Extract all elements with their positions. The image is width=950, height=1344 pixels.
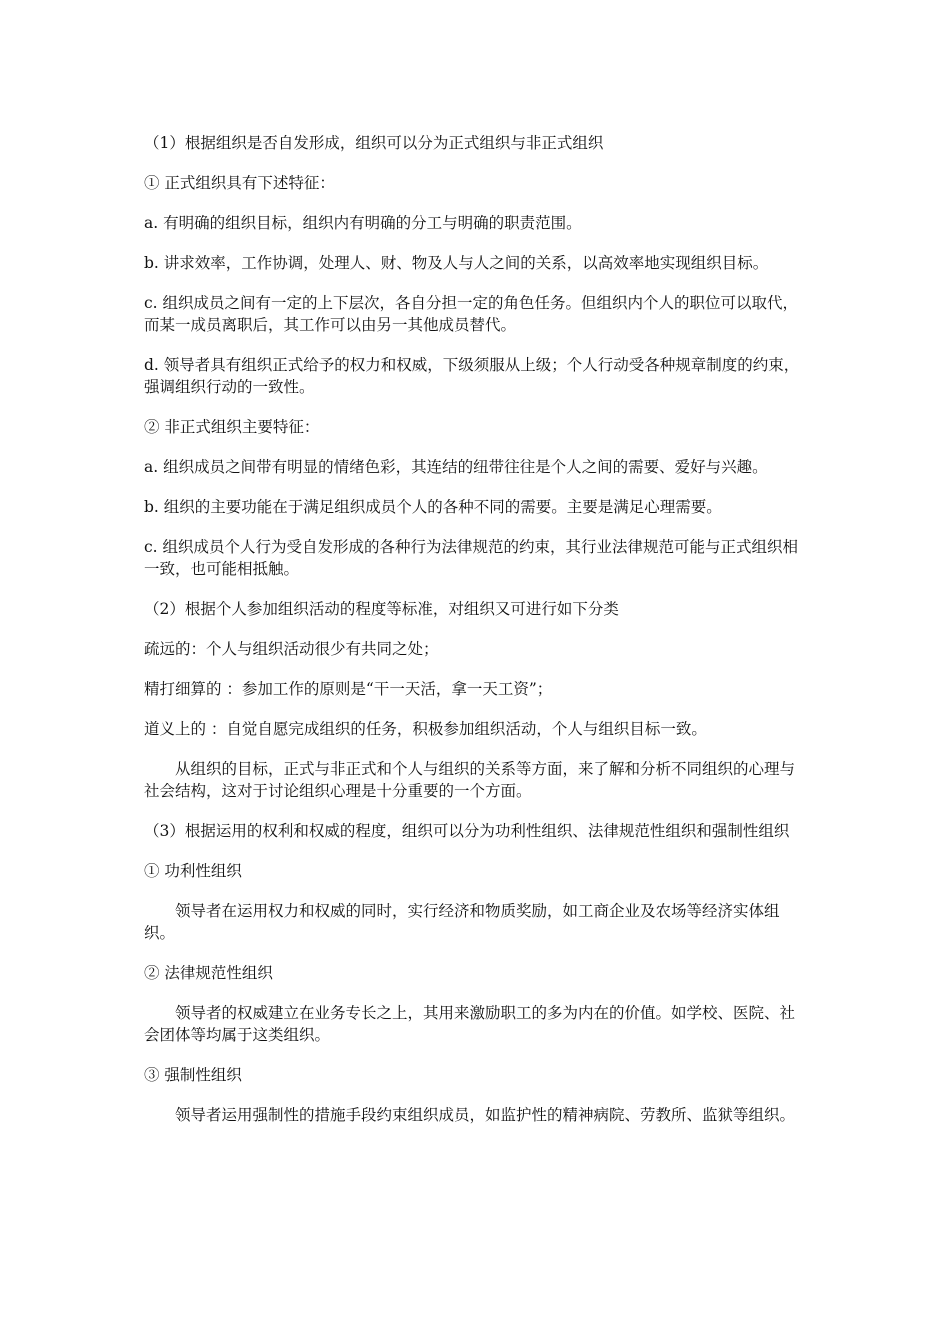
paragraph-calculative: 精打细算的 ：参加工作的原则是“干一天活，拿一天工资”；: [144, 680, 553, 698]
paragraph-subheading-normative: ② 法律规范性组织: [144, 964, 273, 982]
paragraph-formal-c: c. 组织成员之间有一定的上下层次，各自分担一定的角色任务。但组织内个人的职位可以取代，而某一成员离职后，其工作可以由另一其他成员替代。: [144, 294, 799, 334]
paragraph-subheading-formal: ① 正式组织具有下述特征：: [144, 174, 335, 192]
paragraph-coercive-body: 领导者运用强制性的措施手段约束组织成员，如监护性的精神病院、劳教所、监狱等组织。: [175, 1106, 796, 1124]
paragraph-informal-c: c. 组织成员个人行为受自发形成的各种行为法律规范的约束，其行业法律规范可能与正式组织相一致，也可能相抵触。: [144, 538, 799, 578]
paragraph-heading-2: （2）根据个人参加组织活动的程度等标准，对组织又可进行如下分类: [144, 600, 619, 618]
document-body: [144, 132, 810, 1144]
paragraph-heading-3: （3）根据运用的权利和权威的程度，组织可以分为功利性组织、法律规范性组织和强制性组织: [144, 822, 790, 840]
paragraph-formal-b: b. 讲求效率，工作协调，处理人、财、物及人与人之间的关系，以高效率地实现组织目标。: [144, 254, 769, 272]
paragraph-formal-a: a. 有明确的组织目标，组织内有明确的分工与明确的职责范围。: [144, 214, 582, 232]
paragraph-subheading-informal: ② 非正式组织主要特征：: [144, 418, 320, 436]
paragraph-subheading-coercive: ③ 强制性组织: [144, 1066, 242, 1084]
paragraph-moral: 道义上的 ：自觉自愿完成组织的任务，积极参加组织活动，个人与组织目标一致。: [144, 720, 707, 738]
paragraph-heading-1: （1）根据组织是否自发形成，组织可以分为正式组织与非正式组织: [144, 134, 604, 152]
paragraph-subheading-utilitarian: ① 功利性组织: [144, 862, 242, 880]
paragraph-normative-body: 领导者的权威建立在业务专长之上，其用来激励职工的多为内在的价值。如学校、医院、社会团体等均属于这类组织。: [144, 1004, 796, 1044]
paragraph-informal-a: a. 组织成员之间带有明显的情绪色彩，其连结的纽带往往是个人之间的需要、爱好与兴趣。: [144, 458, 768, 476]
paragraph-summary: 从组织的目标，正式与非正式和个人与组织的关系等方面，来了解和分析不同组织的心理与社会结构，这对于讨论组织心理是十分重要的一个方面。: [144, 760, 796, 800]
paragraph-formal-d: d. 领导者具有组织正式给予的权力和权威，下级须服从上级；个人行动受各种规章制度的约束，强调组织行动的一致性。: [144, 356, 800, 396]
paragraph-utilitarian-body: 领导者在运用权力和权威的同时，实行经济和物质奖励，如工商企业及农场等经济实体组织。: [144, 902, 780, 942]
paragraph-alienative: 疏远的：个人与组织活动很少有共同之处；: [144, 640, 439, 658]
paragraph-informal-b: b. 组织的主要功能在于满足组织成员个人的各种不同的需要。主要是满足心理需要。: [144, 498, 722, 516]
